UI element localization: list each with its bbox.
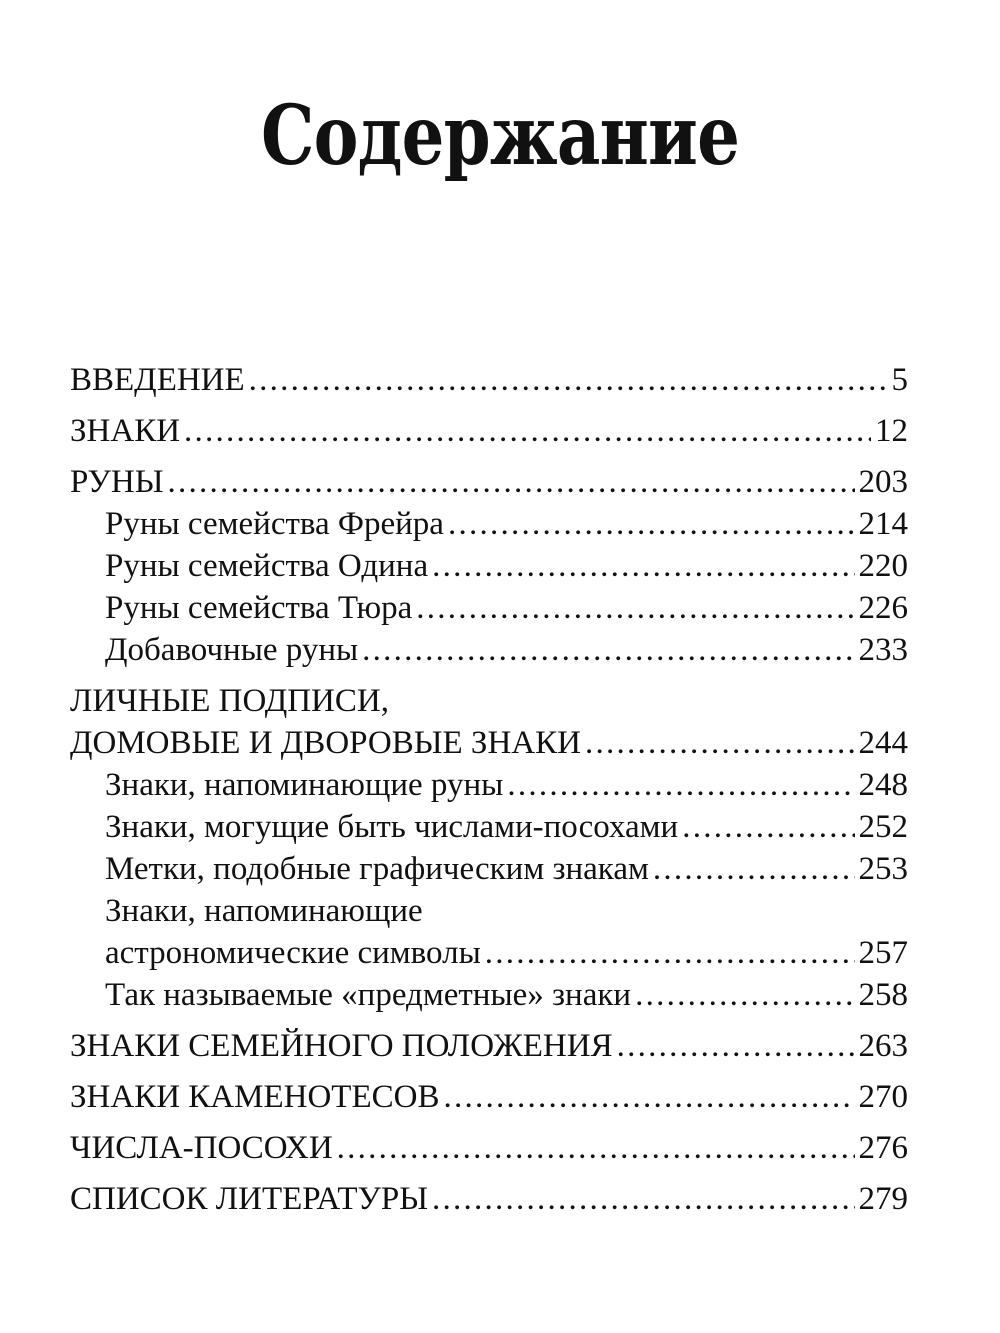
- dot-leader: [635, 974, 854, 1016]
- dot-leader: [653, 848, 855, 890]
- dot-leader: [432, 545, 854, 587]
- toc-page-number: 220: [858, 548, 908, 584]
- toc-entry[interactable]: [70, 587, 908, 629]
- toc-entry[interactable]: [70, 545, 908, 587]
- toc-entry[interactable]: [70, 1076, 908, 1118]
- toc-entry-label: ЗНАКИ СЕМЕЙНОГО ПОЛОЖЕНИЯ: [70, 1028, 613, 1064]
- toc-entry[interactable]: [70, 806, 908, 848]
- toc-entry-label: астрономические символы: [105, 935, 481, 971]
- dot-leader: [184, 410, 871, 452]
- dot-leader: [362, 629, 854, 671]
- toc-entry[interactable]: [70, 722, 908, 764]
- toc-entry-label: Так называемые «предметные» знаки: [105, 977, 632, 1013]
- toc-entry-label: ЛИЧНЫЕ ПОДПИСИ,: [70, 683, 389, 719]
- dot-leader: [448, 503, 855, 545]
- dot-leader: [249, 359, 888, 401]
- toc-entry-label: Руны семейства Фрейра: [105, 506, 444, 542]
- toc-page-number: 263: [858, 1028, 908, 1064]
- toc-entry-label: ДОМОВЫЕ И ДВОРОВЫЕ ЗНАКИ: [70, 725, 581, 761]
- dot-leader: [485, 932, 855, 974]
- toc-entry-label: Метки, подобные графическим знакам: [105, 851, 649, 887]
- toc-entry-line: [70, 890, 908, 932]
- dot-leader: [682, 806, 854, 848]
- toc-entry-label: ЗНАКИ КАМЕНОТЕСОВ: [70, 1079, 440, 1115]
- toc-entry-label: ЗНАКИ: [70, 413, 181, 449]
- toc-page-number: 203: [858, 464, 908, 500]
- toc-entry-label: Руны семейства Тюра: [105, 590, 413, 626]
- toc-entry[interactable]: [70, 1127, 908, 1169]
- toc-page-number: 270: [858, 1079, 908, 1115]
- toc-entry[interactable]: [70, 974, 908, 1016]
- toc-page-number: 279: [858, 1181, 908, 1217]
- toc-entry[interactable]: [70, 1025, 908, 1067]
- toc-entry-label: ВВЕДЕНИЕ: [70, 362, 245, 398]
- toc-page-number: 5: [891, 362, 908, 398]
- toc-page-number: 252: [858, 809, 908, 845]
- dot-leader: [432, 1178, 854, 1220]
- dot-leader: [507, 764, 854, 806]
- toc-page-number: 257: [858, 935, 908, 971]
- toc-page-number: 253: [858, 851, 908, 887]
- toc-entry-label: Руны семейства Одина: [105, 548, 429, 584]
- toc-entry-label: РУНЫ: [70, 464, 164, 500]
- dot-leader: [337, 1127, 855, 1169]
- dot-leader: [617, 1025, 855, 1067]
- table-of-contents: [70, 350, 908, 1220]
- toc-entry[interactable]: [70, 848, 908, 890]
- toc-page-number: 12: [875, 413, 908, 449]
- toc-entry[interactable]: [70, 764, 908, 806]
- toc-entry-label: Знаки, могущие быть числами-посохами: [105, 809, 679, 845]
- toc-entry[interactable]: [70, 1178, 908, 1220]
- toc-page-number: 214: [858, 506, 908, 542]
- toc-entry[interactable]: [70, 932, 908, 974]
- dot-leader: [168, 461, 855, 503]
- page-title: Содержание: [260, 88, 740, 184]
- toc-entry[interactable]: [70, 461, 908, 503]
- toc-entry[interactable]: [70, 359, 908, 401]
- toc-page-number: 244: [858, 725, 908, 761]
- dot-leader: [585, 722, 855, 764]
- toc-page-number: 233: [858, 632, 908, 668]
- toc-entry[interactable]: [70, 503, 908, 545]
- toc-page-number: 248: [858, 767, 908, 803]
- toc-page-number: 276: [858, 1130, 908, 1166]
- toc-page-number: 226: [858, 590, 908, 626]
- dot-leader: [443, 1076, 854, 1118]
- toc-entry[interactable]: [70, 629, 908, 671]
- toc-entry-line: [70, 680, 908, 722]
- toc-entry-label: ЧИСЛА-ПОСОХИ: [70, 1130, 333, 1166]
- toc-page-number: 258: [858, 977, 908, 1013]
- dot-leader: [416, 587, 854, 629]
- toc-entry[interactable]: [70, 410, 908, 452]
- toc-entry-label: Знаки, напоминающие руны: [105, 767, 504, 803]
- toc-entry-label: СПИСОК ЛИТЕРАТУРЫ: [70, 1181, 429, 1217]
- toc-entry-label: Знаки, напоминающие: [105, 893, 423, 929]
- toc-entry-label: Добавочные руны: [105, 632, 359, 668]
